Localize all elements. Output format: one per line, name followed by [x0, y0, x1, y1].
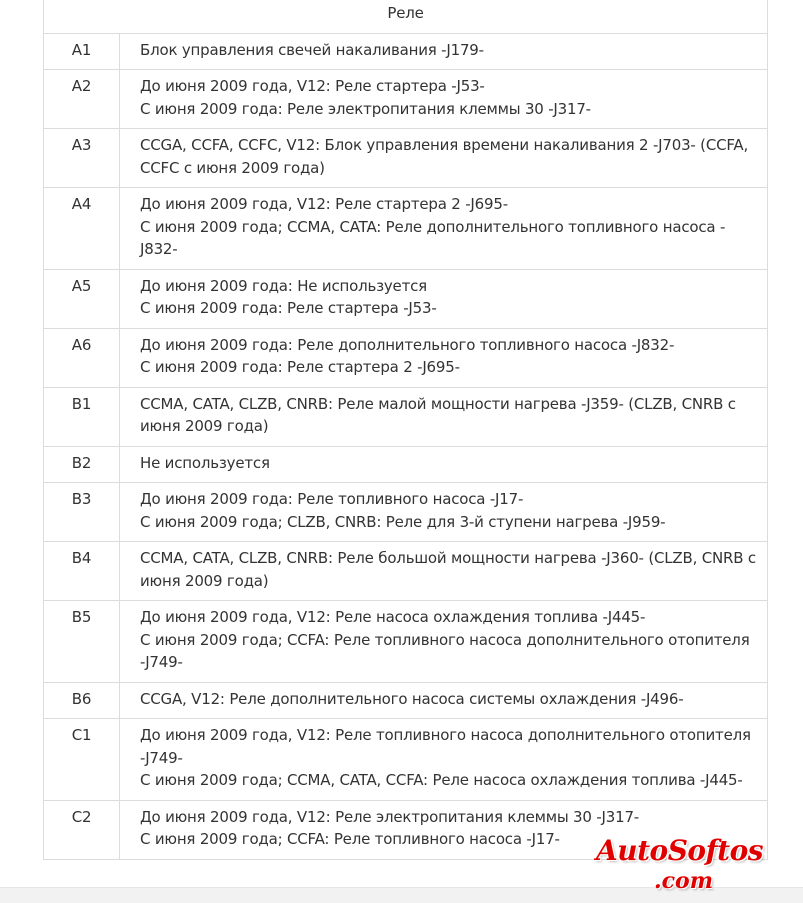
- relay-description: [120, 446, 768, 483]
- relay-description-line: С июня 2009 года; CCFA: Реле топливного насоса -J17-: [140, 830, 560, 848]
- relay-description-line: CCGA, V12: Реле дополнительного насоса системы охлаждения -J496-: [140, 689, 684, 708]
- relay-description: [120, 542, 768, 601]
- relay-description: [120, 188, 768, 270]
- relay-description: [120, 719, 768, 801]
- table-body: [44, 33, 768, 859]
- relay-description-line: До июня 2009 года: Реле дополнительного топливного насоса -J832-: [140, 335, 675, 354]
- table-row: [44, 33, 768, 70]
- relay-description: [120, 483, 768, 542]
- relay-description: [120, 70, 768, 129]
- relay-description-line: CCGA, CCFA, CCFC, V12: Блок управления времени накаливания 2 -J703- (CCFA, CCFC с июня 2009 года): [140, 136, 749, 177]
- table-row: [44, 483, 768, 542]
- relay-description-line: Блок управления свечей накаливания -J179-: [140, 40, 484, 59]
- relay-description-line: CCMA, CATA, CLZB, CNRB: Реле большой мощности нагрева -J360- (CLZB, CNRB с июня 2009 года): [140, 549, 756, 590]
- table-row: [44, 328, 768, 387]
- relay-description: [120, 601, 768, 683]
- relay-code: B3: [44, 483, 120, 542]
- relay-description-line: С июня 2009 года; CLZB, CNRB: Реле для 3-й ступени нагрева -J959-: [140, 512, 666, 531]
- relay-code: C2: [44, 800, 120, 859]
- table-row: [44, 800, 768, 859]
- table-row: [44, 387, 768, 446]
- relay-code: A3: [44, 129, 120, 188]
- relay-description-line: С июня 2009 года; CCFA: Реле топливного насоса дополнительного отопителя -J749-: [140, 630, 750, 671]
- table-row: [44, 70, 768, 129]
- relay-description: [120, 33, 768, 70]
- relay-code: A2: [44, 70, 120, 129]
- relay-code: B1: [44, 387, 120, 446]
- relay-code: A6: [44, 328, 120, 387]
- relay-description: [120, 682, 768, 719]
- table-row: [44, 446, 768, 483]
- relay-code: A5: [44, 269, 120, 328]
- relay-code: B5: [44, 601, 120, 683]
- relay-description-line: До июня 2009 года: Реле топливного насоса -J17-: [140, 490, 524, 508]
- relay-code: B2: [44, 446, 120, 483]
- relay-description-line: С июня 2009 года; CCMA, CATA: Реле дополнительного топливного насоса -J832-: [140, 217, 726, 258]
- relay-description-line: До июня 2009 года: Не используется: [140, 276, 427, 295]
- watermark-text: AutoSoftos: [596, 834, 764, 867]
- relay-description-line: Не используется: [140, 453, 270, 472]
- table-header: Реле: [44, 0, 768, 33]
- relay-code: B6: [44, 682, 120, 719]
- watermark-domain: .com: [654, 868, 714, 894]
- relay-description-line: До июня 2009 года, V12: Реле насоса охлаждения топлива -J445-: [140, 608, 646, 626]
- relay-description-line: До июня 2009 года, V12: Реле электропитания клеммы 30 -J317-: [140, 807, 639, 826]
- table-header-row: [44, 0, 768, 33]
- table-row: [44, 719, 768, 801]
- table-row: [44, 129, 768, 188]
- table-row: [44, 682, 768, 719]
- table-row: [44, 269, 768, 328]
- relay-description: [120, 269, 768, 328]
- relay-description: [120, 129, 768, 188]
- table-row: [44, 188, 768, 270]
- relay-code: A1: [44, 33, 120, 70]
- relay-description: [120, 387, 768, 446]
- relay-description-line: CCMA, CATA, CLZB, CNRB: Реле малой мощности нагрева -J359- (CLZB, CNRB с июня 2009 года): [140, 394, 736, 435]
- relay-code: B4: [44, 542, 120, 601]
- relay-description: [120, 328, 768, 387]
- relay-description-line: С июня 2009 года; CCMA, CATA, CCFA: Реле насоса охлаждения топлива -J445-: [140, 771, 743, 789]
- relay-description-line: До июня 2009 года, V12: Реле топливного насоса дополнительного отопителя -J749-: [140, 726, 751, 767]
- page-footer-strip: [0, 887, 803, 903]
- relay-table: [43, 0, 768, 860]
- table-row: [44, 601, 768, 683]
- relay-description-line: С июня 2009 года: Реле электропитания клеммы 30 -J317-: [140, 99, 591, 118]
- relay-description-line: С июня 2009 года: Реле стартера 2 -J695-: [140, 358, 460, 376]
- relay-description-line: До июня 2009 года, V12: Реле стартера 2 -J695-: [140, 195, 508, 213]
- table-row: [44, 542, 768, 601]
- relay-description-line: До июня 2009 года, V12: Реле стартера -J53-: [140, 77, 485, 95]
- relay-code: A4: [44, 188, 120, 270]
- relay-description-line: С июня 2009 года: Реле стартера -J53-: [140, 299, 437, 317]
- relay-code: C1: [44, 719, 120, 801]
- relay-description: [120, 800, 768, 859]
